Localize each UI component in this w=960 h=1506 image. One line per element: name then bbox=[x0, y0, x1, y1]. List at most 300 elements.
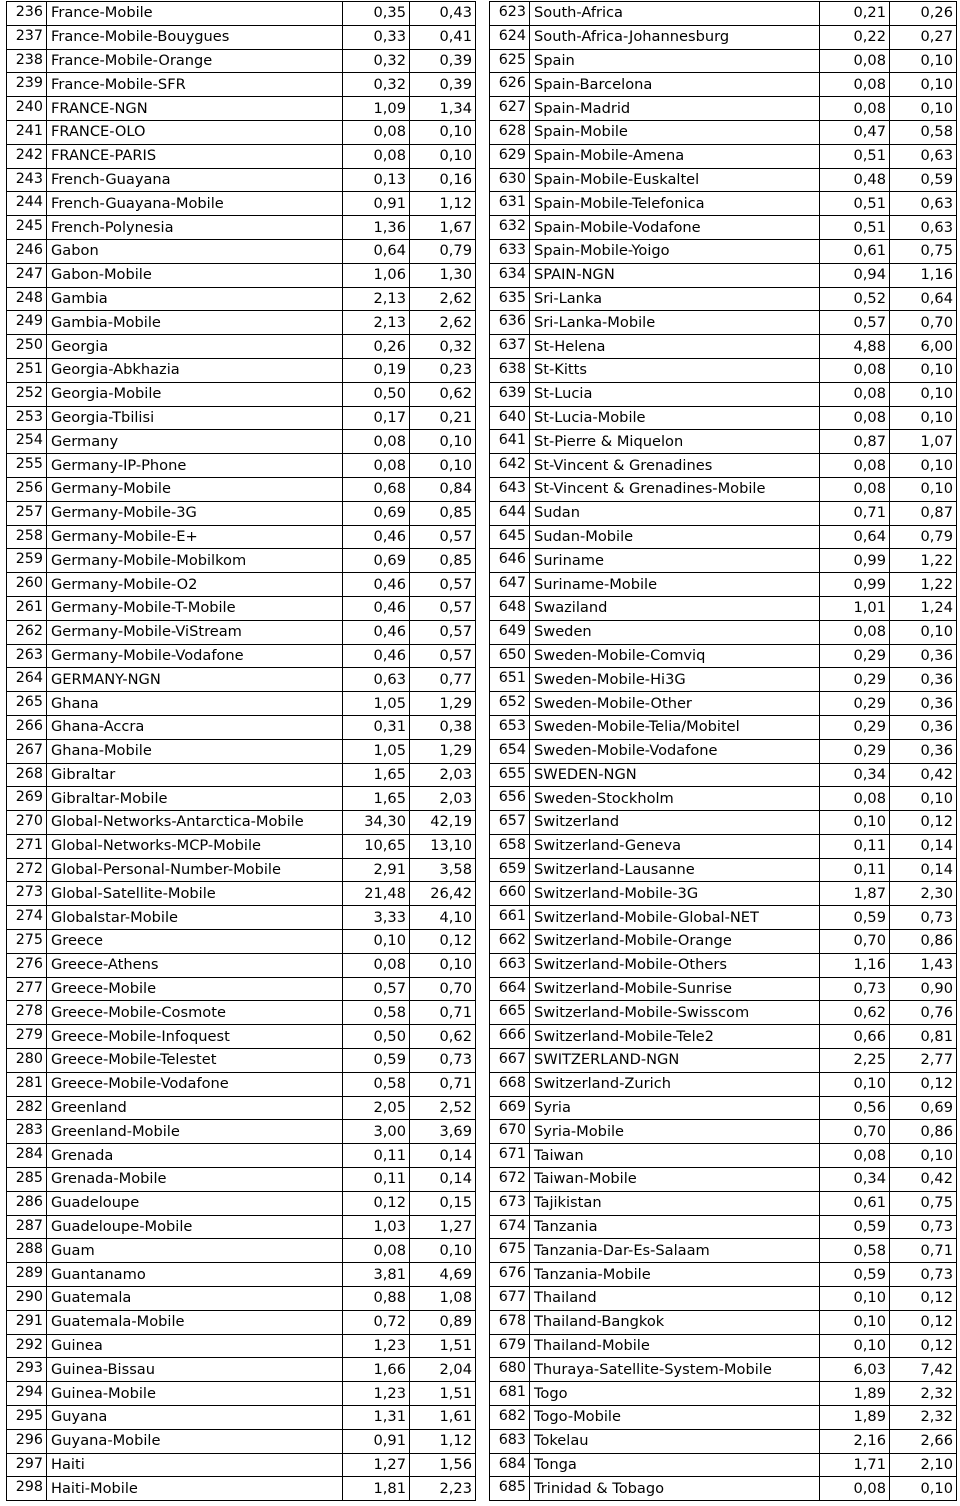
rate-value-1: 0,72 bbox=[343, 1310, 410, 1334]
table-row bbox=[490, 644, 957, 668]
destination-name: Germany-Mobile-O2 bbox=[47, 573, 343, 597]
table-row bbox=[490, 1025, 957, 1049]
table-row bbox=[7, 620, 476, 644]
rate-value-2: 0,10 bbox=[410, 1239, 476, 1263]
rate-value-2: 0,57 bbox=[410, 573, 476, 597]
table-row bbox=[490, 263, 957, 287]
rate-value-1: 0,71 bbox=[820, 501, 890, 525]
row-number: 627 bbox=[490, 97, 530, 121]
rate-value-2: 1,29 bbox=[410, 739, 476, 763]
table-row bbox=[7, 906, 476, 930]
row-number: 241 bbox=[7, 120, 47, 144]
rate-value-2: 0,10 bbox=[890, 406, 957, 430]
rate-value-2: 0,12 bbox=[410, 930, 476, 954]
rate-value-1: 0,11 bbox=[343, 1144, 410, 1168]
destination-name: Tanzania bbox=[530, 1215, 820, 1239]
table-row bbox=[490, 715, 957, 739]
destination-name: FRANCE-OLO bbox=[47, 120, 343, 144]
destination-name: Spain-Madrid bbox=[530, 97, 820, 121]
destination-name: GERMANY-NGN bbox=[47, 668, 343, 692]
table-row bbox=[7, 1358, 476, 1382]
destination-name: Guinea-Mobile bbox=[47, 1382, 343, 1406]
rate-value-2: 0,57 bbox=[410, 525, 476, 549]
rate-value-2: 0,42 bbox=[890, 763, 957, 787]
row-number: 243 bbox=[7, 168, 47, 192]
rate-value-1: 0,87 bbox=[820, 430, 890, 454]
table-row bbox=[7, 311, 476, 335]
row-number: 254 bbox=[7, 430, 47, 454]
destination-name: France-Mobile-SFR bbox=[47, 73, 343, 97]
rate-value-1: 0,94 bbox=[820, 263, 890, 287]
rate-value-2: 0,12 bbox=[890, 811, 957, 835]
rate-value-1: 3,00 bbox=[343, 1120, 410, 1144]
rate-value-1: 1,03 bbox=[343, 1215, 410, 1239]
destination-name: St-Pierre & Miquelon bbox=[530, 430, 820, 454]
rate-value-1: 0,50 bbox=[343, 1025, 410, 1049]
destination-name: Guinea bbox=[47, 1334, 343, 1358]
table-row bbox=[490, 1049, 957, 1073]
row-number: 645 bbox=[490, 525, 530, 549]
table-row bbox=[7, 1144, 476, 1168]
destination-name: Georgia-Mobile bbox=[47, 382, 343, 406]
rate-value-1: 0,32 bbox=[343, 49, 410, 73]
rate-value-2: 0,57 bbox=[410, 644, 476, 668]
rate-value-1: 0,34 bbox=[820, 763, 890, 787]
table-row bbox=[7, 358, 476, 382]
destination-name: France-Mobile-Orange bbox=[47, 49, 343, 73]
rate-value-2: 2,62 bbox=[410, 311, 476, 335]
table-row bbox=[490, 358, 957, 382]
destination-name: Georgia-Tbilisi bbox=[47, 406, 343, 430]
destination-name: Guadeloupe-Mobile bbox=[47, 1215, 343, 1239]
rate-value-2: 0,32 bbox=[410, 335, 476, 359]
row-number: 289 bbox=[7, 1263, 47, 1287]
table-row bbox=[7, 73, 476, 97]
rate-value-1: 0,13 bbox=[343, 168, 410, 192]
row-number: 654 bbox=[490, 739, 530, 763]
rate-value-2: 0,77 bbox=[410, 668, 476, 692]
rate-value-2: 1,07 bbox=[890, 430, 957, 454]
table-row bbox=[490, 953, 957, 977]
row-number: 652 bbox=[490, 692, 530, 716]
row-number: 635 bbox=[490, 287, 530, 311]
row-number: 260 bbox=[7, 573, 47, 597]
rate-value-2: 2,52 bbox=[410, 1096, 476, 1120]
rate-value-1: 0,51 bbox=[820, 144, 890, 168]
table-row bbox=[490, 477, 957, 501]
rate-value-1: 10,65 bbox=[343, 834, 410, 858]
destination-name: Greece-Mobile-Telestet bbox=[47, 1049, 343, 1073]
rate-value-1: 0,63 bbox=[343, 668, 410, 692]
table-row bbox=[7, 477, 476, 501]
rate-value-1: 0,88 bbox=[343, 1287, 410, 1311]
rate-value-2: 3,58 bbox=[410, 858, 476, 882]
rate-value-1: 0,61 bbox=[820, 1191, 890, 1215]
table-row bbox=[7, 1025, 476, 1049]
row-number: 638 bbox=[490, 358, 530, 382]
rate-value-1: 0,99 bbox=[820, 549, 890, 573]
row-number: 632 bbox=[490, 216, 530, 240]
row-number: 640 bbox=[490, 406, 530, 430]
row-number: 651 bbox=[490, 668, 530, 692]
table-row bbox=[7, 525, 476, 549]
destination-name: SWITZERLAND-NGN bbox=[530, 1049, 820, 1073]
rate-value-2: 42,19 bbox=[410, 811, 476, 835]
row-number: 238 bbox=[7, 49, 47, 73]
rate-value-1: 0,08 bbox=[343, 430, 410, 454]
table-row bbox=[7, 454, 476, 478]
rate-value-2: 2,66 bbox=[890, 1429, 957, 1453]
row-number: 270 bbox=[7, 811, 47, 835]
row-number: 298 bbox=[7, 1477, 47, 1501]
row-number: 236 bbox=[7, 2, 47, 26]
destination-name: Sweden-Mobile-Comviq bbox=[530, 644, 820, 668]
destination-name: France-Mobile bbox=[47, 2, 343, 26]
destination-name: Germany-Mobile bbox=[47, 477, 343, 501]
row-number: 648 bbox=[490, 596, 530, 620]
rate-value-2: 0,10 bbox=[890, 1477, 957, 1501]
destination-name: Global-Networks-MCP-Mobile bbox=[47, 834, 343, 858]
destination-name: Greenland-Mobile bbox=[47, 1120, 343, 1144]
rate-value-2: 0,63 bbox=[890, 144, 957, 168]
rate-value-2: 0,10 bbox=[410, 144, 476, 168]
row-number: 655 bbox=[490, 763, 530, 787]
row-number: 290 bbox=[7, 1287, 47, 1311]
table-row bbox=[7, 287, 476, 311]
rate-value-1: 0,56 bbox=[820, 1096, 890, 1120]
rate-value-2: 0,21 bbox=[410, 406, 476, 430]
table-row bbox=[490, 287, 957, 311]
rate-value-2: 0,43 bbox=[410, 2, 476, 26]
row-number: 240 bbox=[7, 97, 47, 121]
row-number: 263 bbox=[7, 644, 47, 668]
rate-value-2: 0,14 bbox=[890, 858, 957, 882]
destination-name: Togo bbox=[530, 1382, 820, 1406]
table-row bbox=[7, 644, 476, 668]
rate-value-1: 1,01 bbox=[820, 596, 890, 620]
rate-value-1: 34,30 bbox=[343, 811, 410, 835]
table-row bbox=[7, 49, 476, 73]
rate-value-1: 3,33 bbox=[343, 906, 410, 930]
destination-name: Guyana-Mobile bbox=[47, 1429, 343, 1453]
rate-value-1: 0,08 bbox=[820, 1477, 890, 1501]
table-row bbox=[7, 573, 476, 597]
rate-value-2: 2,62 bbox=[410, 287, 476, 311]
rate-value-2: 3,69 bbox=[410, 1120, 476, 1144]
rate-value-1: 0,58 bbox=[820, 1239, 890, 1263]
rate-value-1: 0,29 bbox=[820, 644, 890, 668]
rate-value-1: 0,48 bbox=[820, 168, 890, 192]
row-number: 657 bbox=[490, 811, 530, 835]
destination-name: Switzerland-Mobile-3G bbox=[530, 882, 820, 906]
table-row bbox=[7, 1382, 476, 1406]
rate-value-1: 0,47 bbox=[820, 120, 890, 144]
destination-name: Swaziland bbox=[530, 596, 820, 620]
row-number: 669 bbox=[490, 1096, 530, 1120]
row-number: 281 bbox=[7, 1072, 47, 1096]
rate-value-2: 0,10 bbox=[410, 953, 476, 977]
row-number: 658 bbox=[490, 834, 530, 858]
table-row bbox=[7, 1001, 476, 1025]
destination-name: Tanzania-Dar-Es-Salaam bbox=[530, 1239, 820, 1263]
rate-value-1: 0,57 bbox=[343, 977, 410, 1001]
table-row bbox=[7, 216, 476, 240]
rate-value-1: 4,88 bbox=[820, 335, 890, 359]
rate-value-2: 0,15 bbox=[410, 1191, 476, 1215]
rate-value-2: 0,12 bbox=[890, 1287, 957, 1311]
destination-name: Thailand bbox=[530, 1287, 820, 1311]
rate-value-1: 0,11 bbox=[343, 1168, 410, 1192]
table-row bbox=[7, 1215, 476, 1239]
row-number: 275 bbox=[7, 930, 47, 954]
destination-name: Spain-Mobile bbox=[530, 120, 820, 144]
row-number: 644 bbox=[490, 501, 530, 525]
row-number: 674 bbox=[490, 1215, 530, 1239]
table-row bbox=[490, 1358, 957, 1382]
rate-value-2: 1,56 bbox=[410, 1453, 476, 1477]
rate-value-1: 0,08 bbox=[343, 144, 410, 168]
rate-value-2: 1,30 bbox=[410, 263, 476, 287]
rate-value-1: 0,52 bbox=[820, 287, 890, 311]
destination-name: Guatemala-Mobile bbox=[47, 1310, 343, 1334]
rate-value-2: 0,64 bbox=[890, 287, 957, 311]
destination-name: Switzerland-Mobile-Others bbox=[530, 953, 820, 977]
destination-name: Switzerland bbox=[530, 811, 820, 835]
destination-name: Tanzania-Mobile bbox=[530, 1263, 820, 1287]
rate-value-2: 13,10 bbox=[410, 834, 476, 858]
destination-name: Sudan bbox=[530, 501, 820, 525]
destination-name: Switzerland-Mobile-Swisscom bbox=[530, 1001, 820, 1025]
destination-name: French-Guayana-Mobile bbox=[47, 192, 343, 216]
rate-value-1: 0,91 bbox=[343, 192, 410, 216]
rate-value-1: 1,31 bbox=[343, 1406, 410, 1430]
rate-value-1: 0,64 bbox=[820, 525, 890, 549]
rate-value-2: 0,10 bbox=[410, 120, 476, 144]
table-row bbox=[490, 834, 957, 858]
row-number: 265 bbox=[7, 692, 47, 716]
destination-name: France-Mobile-Bouygues bbox=[47, 25, 343, 49]
table-row bbox=[490, 525, 957, 549]
table-row bbox=[7, 787, 476, 811]
destination-name: Guantanamo bbox=[47, 1263, 343, 1287]
table-row bbox=[7, 1072, 476, 1096]
destination-name: Spain-Mobile-Amena bbox=[530, 144, 820, 168]
row-number: 656 bbox=[490, 787, 530, 811]
table-row bbox=[490, 335, 957, 359]
row-number: 666 bbox=[490, 1025, 530, 1049]
row-number: 667 bbox=[490, 1049, 530, 1073]
rate-value-2: 0,36 bbox=[890, 739, 957, 763]
rate-value-2: 0,62 bbox=[410, 1025, 476, 1049]
rate-value-1: 0,50 bbox=[343, 382, 410, 406]
rate-value-1: 0,73 bbox=[820, 977, 890, 1001]
rate-value-1: 0,51 bbox=[820, 216, 890, 240]
row-number: 663 bbox=[490, 953, 530, 977]
destination-name: Germany-Mobile-T-Mobile bbox=[47, 596, 343, 620]
rate-value-1: 1,89 bbox=[820, 1406, 890, 1430]
rate-value-1: 2,13 bbox=[343, 311, 410, 335]
row-number: 271 bbox=[7, 834, 47, 858]
row-number: 292 bbox=[7, 1334, 47, 1358]
destination-name: Guyana bbox=[47, 1406, 343, 1430]
row-number: 248 bbox=[7, 287, 47, 311]
row-number: 650 bbox=[490, 644, 530, 668]
rate-value-1: 0,59 bbox=[343, 1049, 410, 1073]
row-number: 285 bbox=[7, 1168, 47, 1192]
table-row bbox=[7, 501, 476, 525]
rate-value-1: 0,59 bbox=[820, 1215, 890, 1239]
rate-value-2: 2,03 bbox=[410, 763, 476, 787]
rate-value-1: 1,06 bbox=[343, 263, 410, 287]
table-row bbox=[7, 858, 476, 882]
rate-value-2: 1,24 bbox=[890, 596, 957, 620]
destination-name: Ghana-Mobile bbox=[47, 739, 343, 763]
rate-value-2: 6,00 bbox=[890, 335, 957, 359]
destination-name: Switzerland-Mobile-Global-NET bbox=[530, 906, 820, 930]
table-row bbox=[490, 1072, 957, 1096]
rate-value-1: 0,61 bbox=[820, 239, 890, 263]
rate-value-2: 2,32 bbox=[890, 1382, 957, 1406]
destination-name: Gabon-Mobile bbox=[47, 263, 343, 287]
rate-value-2: 0,10 bbox=[890, 454, 957, 478]
rate-value-2: 0,85 bbox=[410, 501, 476, 525]
rate-value-2: 0,86 bbox=[890, 930, 957, 954]
table-row bbox=[7, 2, 476, 26]
destination-name: Taiwan bbox=[530, 1144, 820, 1168]
destination-name: Germany-Mobile-E+ bbox=[47, 525, 343, 549]
destination-name: Greenland bbox=[47, 1096, 343, 1120]
rate-value-2: 0,10 bbox=[890, 97, 957, 121]
rate-value-1: 0,70 bbox=[820, 930, 890, 954]
table-row bbox=[490, 858, 957, 882]
destination-name: Spain-Mobile-Vodafone bbox=[530, 216, 820, 240]
table-row bbox=[490, 1310, 957, 1334]
rate-value-1: 0,51 bbox=[820, 192, 890, 216]
table-row bbox=[7, 763, 476, 787]
rate-value-1: 0,68 bbox=[343, 477, 410, 501]
destination-name: Grenada bbox=[47, 1144, 343, 1168]
rate-value-1: 0,46 bbox=[343, 573, 410, 597]
table-row bbox=[490, 73, 957, 97]
table-row bbox=[490, 311, 957, 335]
rate-value-2: 2,03 bbox=[410, 787, 476, 811]
rate-value-1: 1,36 bbox=[343, 216, 410, 240]
row-number: 625 bbox=[490, 49, 530, 73]
table-row bbox=[7, 192, 476, 216]
rate-value-2: 0,14 bbox=[890, 834, 957, 858]
rate-value-1: 1,05 bbox=[343, 692, 410, 716]
row-number: 675 bbox=[490, 1239, 530, 1263]
rate-value-2: 0,87 bbox=[890, 501, 957, 525]
table-row bbox=[7, 1049, 476, 1073]
rate-value-1: 1,65 bbox=[343, 787, 410, 811]
row-number: 665 bbox=[490, 1001, 530, 1025]
rate-value-1: 0,35 bbox=[343, 2, 410, 26]
rate-value-1: 0,99 bbox=[820, 573, 890, 597]
rate-value-1: 1,23 bbox=[343, 1334, 410, 1358]
row-number: 287 bbox=[7, 1215, 47, 1239]
row-number: 677 bbox=[490, 1287, 530, 1311]
table-row bbox=[7, 382, 476, 406]
row-number: 253 bbox=[7, 406, 47, 430]
row-number: 653 bbox=[490, 715, 530, 739]
row-number: 628 bbox=[490, 120, 530, 144]
table-row bbox=[490, 1120, 957, 1144]
destination-name: Switzerland-Mobile-Sunrise bbox=[530, 977, 820, 1001]
destination-name: Guinea-Bissau bbox=[47, 1358, 343, 1382]
destination-name: Sweden-Mobile-Telia/Mobitel bbox=[530, 715, 820, 739]
rate-value-1: 0,58 bbox=[343, 1001, 410, 1025]
rate-value-1: 1,23 bbox=[343, 1382, 410, 1406]
rate-value-2: 0,58 bbox=[890, 120, 957, 144]
rate-value-1: 21,48 bbox=[343, 882, 410, 906]
row-number: 684 bbox=[490, 1453, 530, 1477]
rate-value-1: 0,69 bbox=[343, 549, 410, 573]
table-row bbox=[7, 25, 476, 49]
rate-value-2: 1,08 bbox=[410, 1287, 476, 1311]
destination-name: Germany-Mobile-ViStream bbox=[47, 620, 343, 644]
rate-value-2: 0,75 bbox=[890, 1191, 957, 1215]
rate-value-2: 1,43 bbox=[890, 953, 957, 977]
rate-value-1: 0,69 bbox=[343, 501, 410, 525]
row-number: 642 bbox=[490, 454, 530, 478]
rate-value-1: 3,81 bbox=[343, 1263, 410, 1287]
row-number: 630 bbox=[490, 168, 530, 192]
row-number: 255 bbox=[7, 454, 47, 478]
rate-value-1: 1,89 bbox=[820, 1382, 890, 1406]
rate-value-1: 0,12 bbox=[343, 1191, 410, 1215]
table-row bbox=[490, 97, 957, 121]
row-number: 643 bbox=[490, 477, 530, 501]
destination-name: South-Africa bbox=[530, 2, 820, 26]
table-row bbox=[7, 430, 476, 454]
row-number: 647 bbox=[490, 573, 530, 597]
destination-name: Gambia-Mobile bbox=[47, 311, 343, 335]
row-number: 269 bbox=[7, 787, 47, 811]
rate-value-1: 0,08 bbox=[343, 953, 410, 977]
table-row bbox=[7, 1310, 476, 1334]
table-row bbox=[7, 1239, 476, 1263]
row-number: 626 bbox=[490, 73, 530, 97]
row-number: 623 bbox=[490, 2, 530, 26]
row-number: 291 bbox=[7, 1310, 47, 1334]
rate-value-2: 0,42 bbox=[890, 1168, 957, 1192]
destination-name: Guadeloupe bbox=[47, 1191, 343, 1215]
row-number: 681 bbox=[490, 1382, 530, 1406]
destination-name: Suriname-Mobile bbox=[530, 573, 820, 597]
destination-name: Grenada-Mobile bbox=[47, 1168, 343, 1192]
destination-name: FRANCE-PARIS bbox=[47, 144, 343, 168]
destination-name: Spain-Mobile-Telefonica bbox=[530, 192, 820, 216]
table-row bbox=[490, 692, 957, 716]
rate-value-2: 0,70 bbox=[410, 977, 476, 1001]
table-row bbox=[490, 1429, 957, 1453]
rate-value-2: 1,22 bbox=[890, 549, 957, 573]
destination-name: Gabon bbox=[47, 239, 343, 263]
rate-value-2: 2,10 bbox=[890, 1453, 957, 1477]
row-number: 251 bbox=[7, 358, 47, 382]
destination-name: Sweden bbox=[530, 620, 820, 644]
destination-name: Greece-Mobile bbox=[47, 977, 343, 1001]
table-row bbox=[7, 739, 476, 763]
row-number: 683 bbox=[490, 1429, 530, 1453]
row-number: 636 bbox=[490, 311, 530, 335]
rate-value-1: 0,59 bbox=[820, 906, 890, 930]
row-number: 631 bbox=[490, 192, 530, 216]
row-number: 257 bbox=[7, 501, 47, 525]
rate-value-1: 0,08 bbox=[820, 454, 890, 478]
row-number: 639 bbox=[490, 382, 530, 406]
